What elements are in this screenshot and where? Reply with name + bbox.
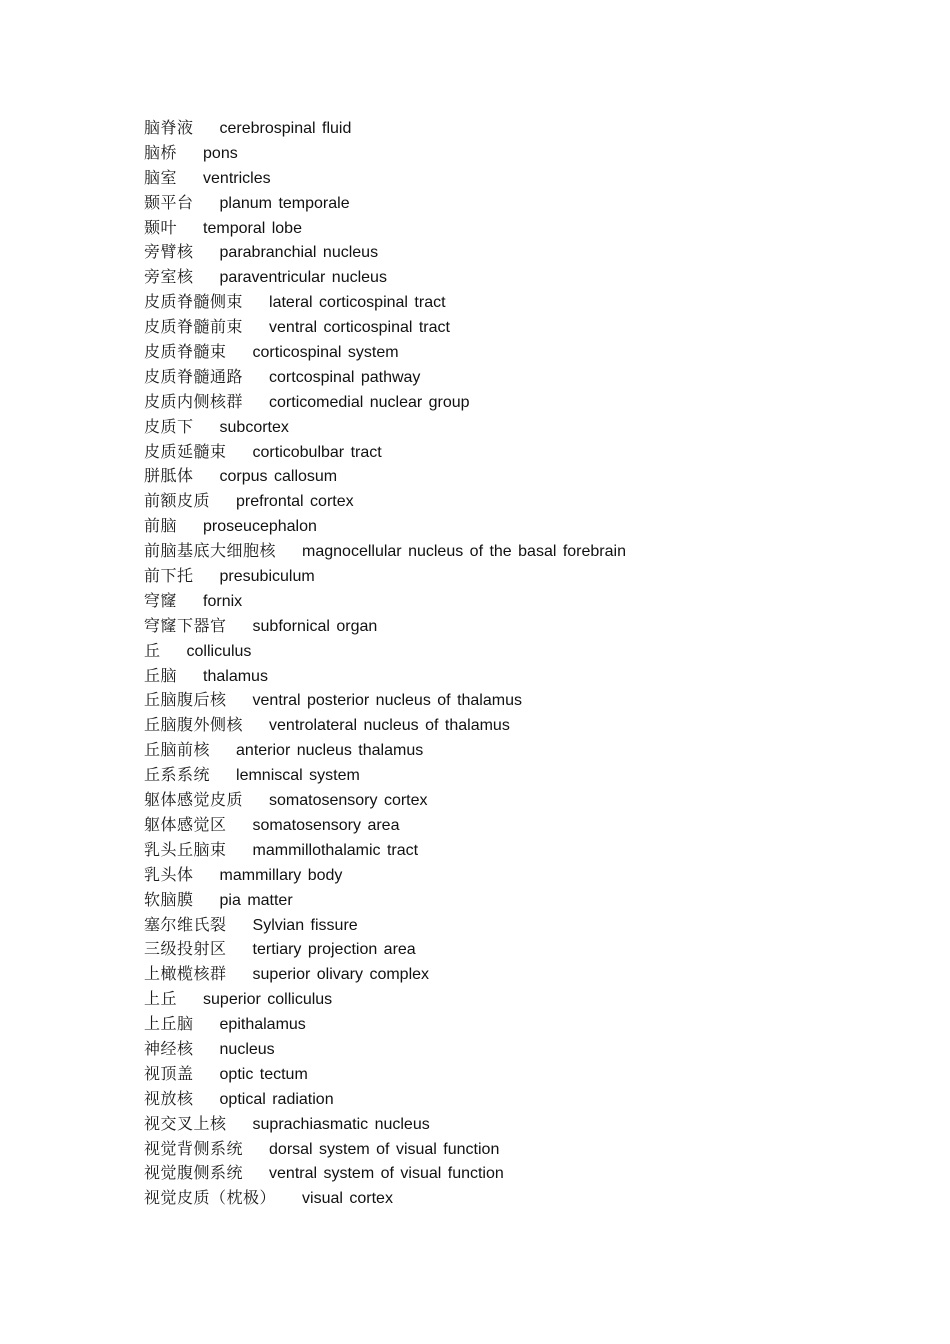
english-term: optic tectum xyxy=(219,1065,308,1083)
chinese-term: 皮质下 xyxy=(144,416,194,436)
english-term: pons xyxy=(203,144,238,162)
chinese-term: 视顶盖 xyxy=(144,1063,194,1083)
chinese-term: 丘脑前核 xyxy=(144,740,211,760)
english-term: temporal lobe xyxy=(203,219,302,237)
chinese-term: 视觉背侧系统 xyxy=(144,1138,244,1158)
glossary-entry xyxy=(144,589,626,614)
english-term: presubiculum xyxy=(219,568,315,586)
english-term: somatosensory area xyxy=(252,816,400,834)
glossary-entry xyxy=(144,813,626,838)
glossary-entry xyxy=(144,614,626,639)
english-term: corticospinal system xyxy=(252,344,399,362)
english-term: nucleus xyxy=(219,1040,275,1058)
chinese-term: 乳头体 xyxy=(144,864,194,884)
chinese-term: 躯体感觉区 xyxy=(144,814,227,834)
glossary-entry xyxy=(144,1012,626,1037)
english-term: suprachiasmatic nucleus xyxy=(252,1115,430,1133)
chinese-term: 颞平台 xyxy=(144,192,194,212)
glossary-entry xyxy=(144,340,626,365)
english-term: mammillary body xyxy=(219,866,343,884)
chinese-term: 穹窿下器官 xyxy=(144,615,227,635)
glossary-entry xyxy=(144,440,626,465)
english-term: anterior nucleus thalamus xyxy=(236,742,424,760)
glossary-entry xyxy=(144,987,626,1012)
english-term: lemniscal system xyxy=(236,767,360,785)
english-term: ventricles xyxy=(203,169,271,187)
english-term: subfornical organ xyxy=(252,617,378,635)
english-term: magnocellular nucleus of the basal forebrain xyxy=(302,543,626,561)
english-term: parabranchial nucleus xyxy=(219,244,379,262)
english-term: colliculus xyxy=(186,642,252,660)
english-term: superior colliculus xyxy=(203,991,333,1009)
glossary-entry xyxy=(144,415,626,440)
english-term: somatosensory cortex xyxy=(269,792,428,810)
chinese-term: 视放核 xyxy=(144,1088,194,1108)
chinese-term: 颞叶 xyxy=(144,217,178,237)
chinese-term: 胼胝体 xyxy=(144,466,194,486)
chinese-term: 皮质脊髓侧束 xyxy=(144,292,244,312)
chinese-term: 视觉皮质（枕极） xyxy=(144,1188,277,1208)
glossary-entry xyxy=(144,1087,626,1112)
english-term: epithalamus xyxy=(219,1016,306,1034)
chinese-term: 前下托 xyxy=(144,566,194,586)
chinese-term: 前额皮质 xyxy=(144,491,211,511)
english-term: corticomedial nuclear group xyxy=(269,393,470,411)
glossary-entry xyxy=(144,962,626,987)
chinese-term: 脑桥 xyxy=(144,142,178,162)
english-term: dorsal system of visual function xyxy=(269,1140,500,1158)
chinese-term: 软脑膜 xyxy=(144,889,194,909)
glossary-entry xyxy=(144,564,626,589)
chinese-term: 脑室 xyxy=(144,167,178,187)
english-term: ventral corticospinal tract xyxy=(269,319,450,337)
glossary-entry xyxy=(144,1137,626,1162)
english-term: thalamus xyxy=(203,667,268,685)
english-term: Sylvian fissure xyxy=(252,916,358,934)
english-term: subcortex xyxy=(219,418,289,436)
english-term: fornix xyxy=(203,592,243,610)
english-term: planum temporale xyxy=(219,194,350,212)
glossary-entry xyxy=(144,265,626,290)
glossary-entry xyxy=(144,514,626,539)
english-term: tertiary projection area xyxy=(252,941,416,959)
glossary-entry xyxy=(144,1161,626,1186)
chinese-term: 视觉腹侧系统 xyxy=(144,1163,244,1183)
glossary-entry xyxy=(144,539,626,564)
glossary-entry xyxy=(144,216,626,241)
chinese-term: 丘系系统 xyxy=(144,765,211,785)
english-term: visual cortex xyxy=(302,1190,393,1208)
chinese-term: 视交叉上核 xyxy=(144,1113,227,1133)
chinese-term: 前脑 xyxy=(144,516,178,536)
glossary-entry xyxy=(144,763,626,788)
english-term: pia matter xyxy=(219,891,293,909)
chinese-term: 上丘 xyxy=(144,989,178,1009)
chinese-term: 皮质内侧核群 xyxy=(144,391,244,411)
english-term: prefrontal cortex xyxy=(236,493,354,511)
english-term: cortcospinal pathway xyxy=(269,368,421,386)
glossary-entry xyxy=(144,315,626,340)
glossary-entry xyxy=(144,290,626,315)
glossary-entry xyxy=(144,888,626,913)
english-term: superior olivary complex xyxy=(252,966,430,984)
english-term: ventral posterior nucleus of thalamus xyxy=(252,692,522,710)
english-term: corticobulbar tract xyxy=(252,443,382,461)
glossary-list xyxy=(144,116,626,1211)
glossary-entry xyxy=(144,664,626,689)
glossary-entry xyxy=(144,1037,626,1062)
chinese-term: 上橄榄核群 xyxy=(144,964,227,984)
glossary-entry xyxy=(144,639,626,664)
english-term: proseucephalon xyxy=(203,518,317,536)
chinese-term: 皮质脊髓前束 xyxy=(144,317,244,337)
glossary-entry xyxy=(144,1062,626,1087)
glossary-entry xyxy=(144,365,626,390)
english-term: paraventricular nucleus xyxy=(219,269,387,287)
english-term: lateral corticospinal tract xyxy=(269,294,446,312)
chinese-term: 旁室核 xyxy=(144,267,194,287)
glossary-entry xyxy=(144,390,626,415)
glossary-entry xyxy=(144,863,626,888)
chinese-term: 丘脑 xyxy=(144,665,178,685)
chinese-term: 神经核 xyxy=(144,1038,194,1058)
chinese-term: 皮质脊髓束 xyxy=(144,342,227,362)
glossary-entry xyxy=(144,141,626,166)
glossary-entry xyxy=(144,713,626,738)
chinese-term: 乳头丘脑束 xyxy=(144,839,227,859)
chinese-term: 旁臂核 xyxy=(144,242,194,262)
glossary-entry xyxy=(144,913,626,938)
chinese-term: 塞尔维氏裂 xyxy=(144,914,227,934)
english-term: optical radiation xyxy=(219,1090,334,1108)
english-term: cerebrospinal fluid xyxy=(219,120,352,137)
glossary-entry xyxy=(144,788,626,813)
chinese-term: 上丘脑 xyxy=(144,1014,194,1034)
chinese-term: 丘 xyxy=(144,640,161,660)
chinese-term: 三级投射区 xyxy=(144,939,227,959)
glossary-entry xyxy=(144,937,626,962)
chinese-term: 躯体感觉皮质 xyxy=(144,790,244,810)
glossary-entry xyxy=(144,489,626,514)
chinese-term: 前脑基底大细胞核 xyxy=(144,541,277,561)
glossary-entry xyxy=(144,738,626,763)
english-term: ventrolateral nucleus of thalamus xyxy=(269,717,510,735)
english-term: mammillothalamic tract xyxy=(252,841,419,859)
glossary-entry xyxy=(144,688,626,713)
glossary-entry xyxy=(144,116,626,141)
glossary-entry xyxy=(144,838,626,863)
english-term: ventral system of visual function xyxy=(269,1165,504,1183)
english-term: corpus callosum xyxy=(219,468,338,486)
chinese-term: 丘脑腹后核 xyxy=(144,690,227,710)
glossary-entry xyxy=(144,240,626,265)
chinese-term: 皮质脊髓通路 xyxy=(144,366,244,386)
glossary-entry xyxy=(144,191,626,216)
chinese-term: 丘脑腹外侧核 xyxy=(144,715,244,735)
glossary-entry xyxy=(144,464,626,489)
chinese-term: 皮质延髓束 xyxy=(144,441,227,461)
chinese-term: 脑脊液 xyxy=(144,118,194,137)
glossary-entry xyxy=(144,1186,626,1211)
glossary-entry xyxy=(144,1112,626,1137)
glossary-entry xyxy=(144,166,626,191)
chinese-term: 穹窿 xyxy=(144,590,178,610)
